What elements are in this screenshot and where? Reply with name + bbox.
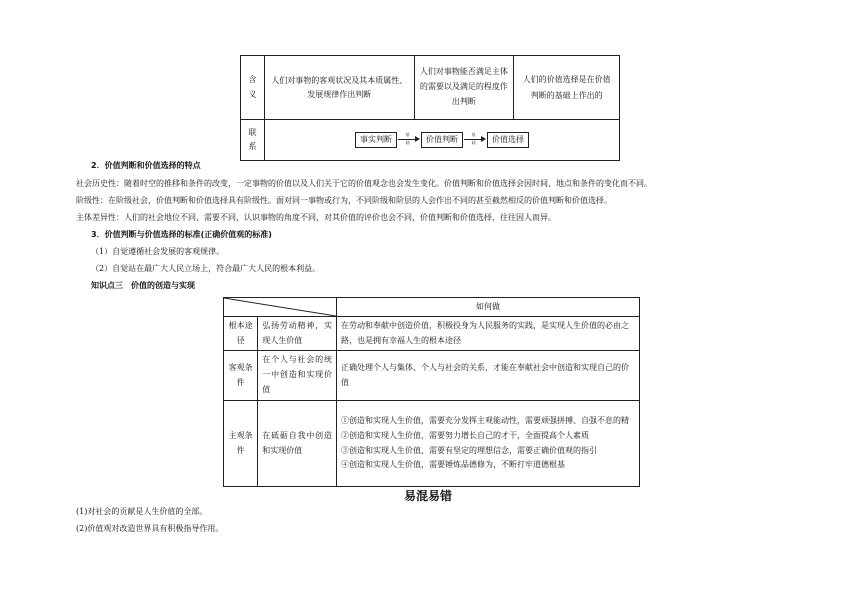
row-detail-fundamental: 在劳动和奉献中创造价值，积极投身为人民服务的实践，是实现人生价值的必由之路，也是拥有幸福人生的根本途径 [337, 317, 640, 351]
row-label-meaning [241, 56, 265, 120]
value-creation-table [223, 297, 640, 487]
subjective-detail-4: ④创造和实现人生价值，需要锤炼品德修为，不断打牢道德根基 [341, 460, 565, 470]
standard-item-1: （1）自觉遵循社会发展的客观规律。 [91, 247, 225, 256]
diagonal-header-cell [224, 298, 337, 317]
arrow-label-bottom: 础 [471, 140, 476, 145]
paragraph-social-historical: 社会历史性：随着时空的推移和条件的改变，一定事物的价值以及人们关于它的价值观念也会发生变化。价值判断和价值选择会因时间、地点和条件的变化而不同。 [76, 179, 652, 188]
flow-box-value-choice: 价值选择 [487, 132, 529, 147]
row-key-subjective: 主观条件 [224, 401, 258, 487]
arrow-label-bottom: 础 [405, 140, 410, 145]
paragraph-subject-difference: 主体差异性：人们的社会地位不同、需要不同，认识事物的角度不同，对其价值的评价也会不同，价值判断和价值选择，往往因人而异。 [76, 213, 556, 222]
knowledge-point-heading: 知识点三 价值的创造与实现 [91, 281, 195, 290]
row-subject-objective: 在个人与社会的统一中创造和实现价值 [258, 351, 337, 401]
basis-arrow-icon [398, 134, 420, 146]
paragraph-class-nature: 阶级性：在阶级社会，价值判断和价值选择具有阶级性。面对同一事物或行为，不同阶级和阶层的人会作出不同的甚至截然相反的价值判断和价值选择。 [76, 196, 612, 205]
arrow-label-top: 基 [405, 132, 410, 137]
row-label-text: 联系 [248, 127, 257, 151]
row-subject-fundamental: 弘扬劳动精神，实现人生价值 [258, 317, 337, 351]
row-detail-objective: 正确处理个人与集体、个人与社会的关系，才能在奉献社会中创造和实现自己的价值 [337, 351, 640, 401]
confusion-item-2: (2)价值观对改造世界具有积极指导作用。 [76, 524, 224, 533]
standard-item-2: （2）自觉站在最广大人民立场上，符合最广大人民的根本利益。 [91, 264, 321, 273]
subjective-detail-1: ①创造和实现人生价值，需要充分发挥主观能动性，需要顽强拼搏、自强不息的精 [341, 415, 629, 425]
flow-box-fact: 事实判断 [355, 132, 397, 147]
row-label-text: 含义 [248, 75, 257, 99]
flow-box-value-judgment: 价值判断 [421, 132, 463, 147]
subjective-detail-3: ③创造和实现人生价值，需要有坚定的理想信念，需要正确价值观的指引 [341, 445, 597, 455]
row-detail-subjective [337, 401, 640, 487]
value-judgment-meaning: 人们对事物能否满足主体的需要以及满足的程度作出判断 [414, 56, 514, 120]
row-key-objective: 客观条件 [224, 351, 258, 401]
arrow-label-top: 基 [471, 132, 476, 137]
confusion-section-title: 易混易错 [404, 489, 453, 503]
judgment-table [240, 55, 620, 161]
section-heading-standards: 3．价值判断与价值选择的标准(正确价值观的标准) [91, 230, 272, 239]
confusion-item-1: (1)对社会的贡献是人生价值的全部。 [76, 507, 208, 516]
value-choice-meaning: 人们的价值选择是在价值判断的基础上作出的 [514, 56, 620, 120]
relation-flow-cell [264, 120, 619, 161]
how-to-header: 如何做 [337, 298, 640, 317]
section-heading-features: 2．价值判断和价值选择的特点 [91, 161, 201, 170]
subjective-detail-2: ②创造和实现人生价值，需要努力增长自己的才干，全面提高个人素质 [341, 430, 589, 440]
diagonal-line-icon [224, 298, 336, 316]
row-subject-subjective: 在砥砺自我中创造和实现价值 [258, 401, 337, 487]
relation-flow [265, 120, 619, 160]
basis-arrow-icon [464, 134, 486, 146]
row-key-fundamental: 根本途径 [224, 317, 258, 351]
row-label-relation [241, 120, 265, 161]
fact-judgment-meaning: 人们对事物的客观状况及其本质属性、发展规律作出判断 [264, 56, 414, 120]
